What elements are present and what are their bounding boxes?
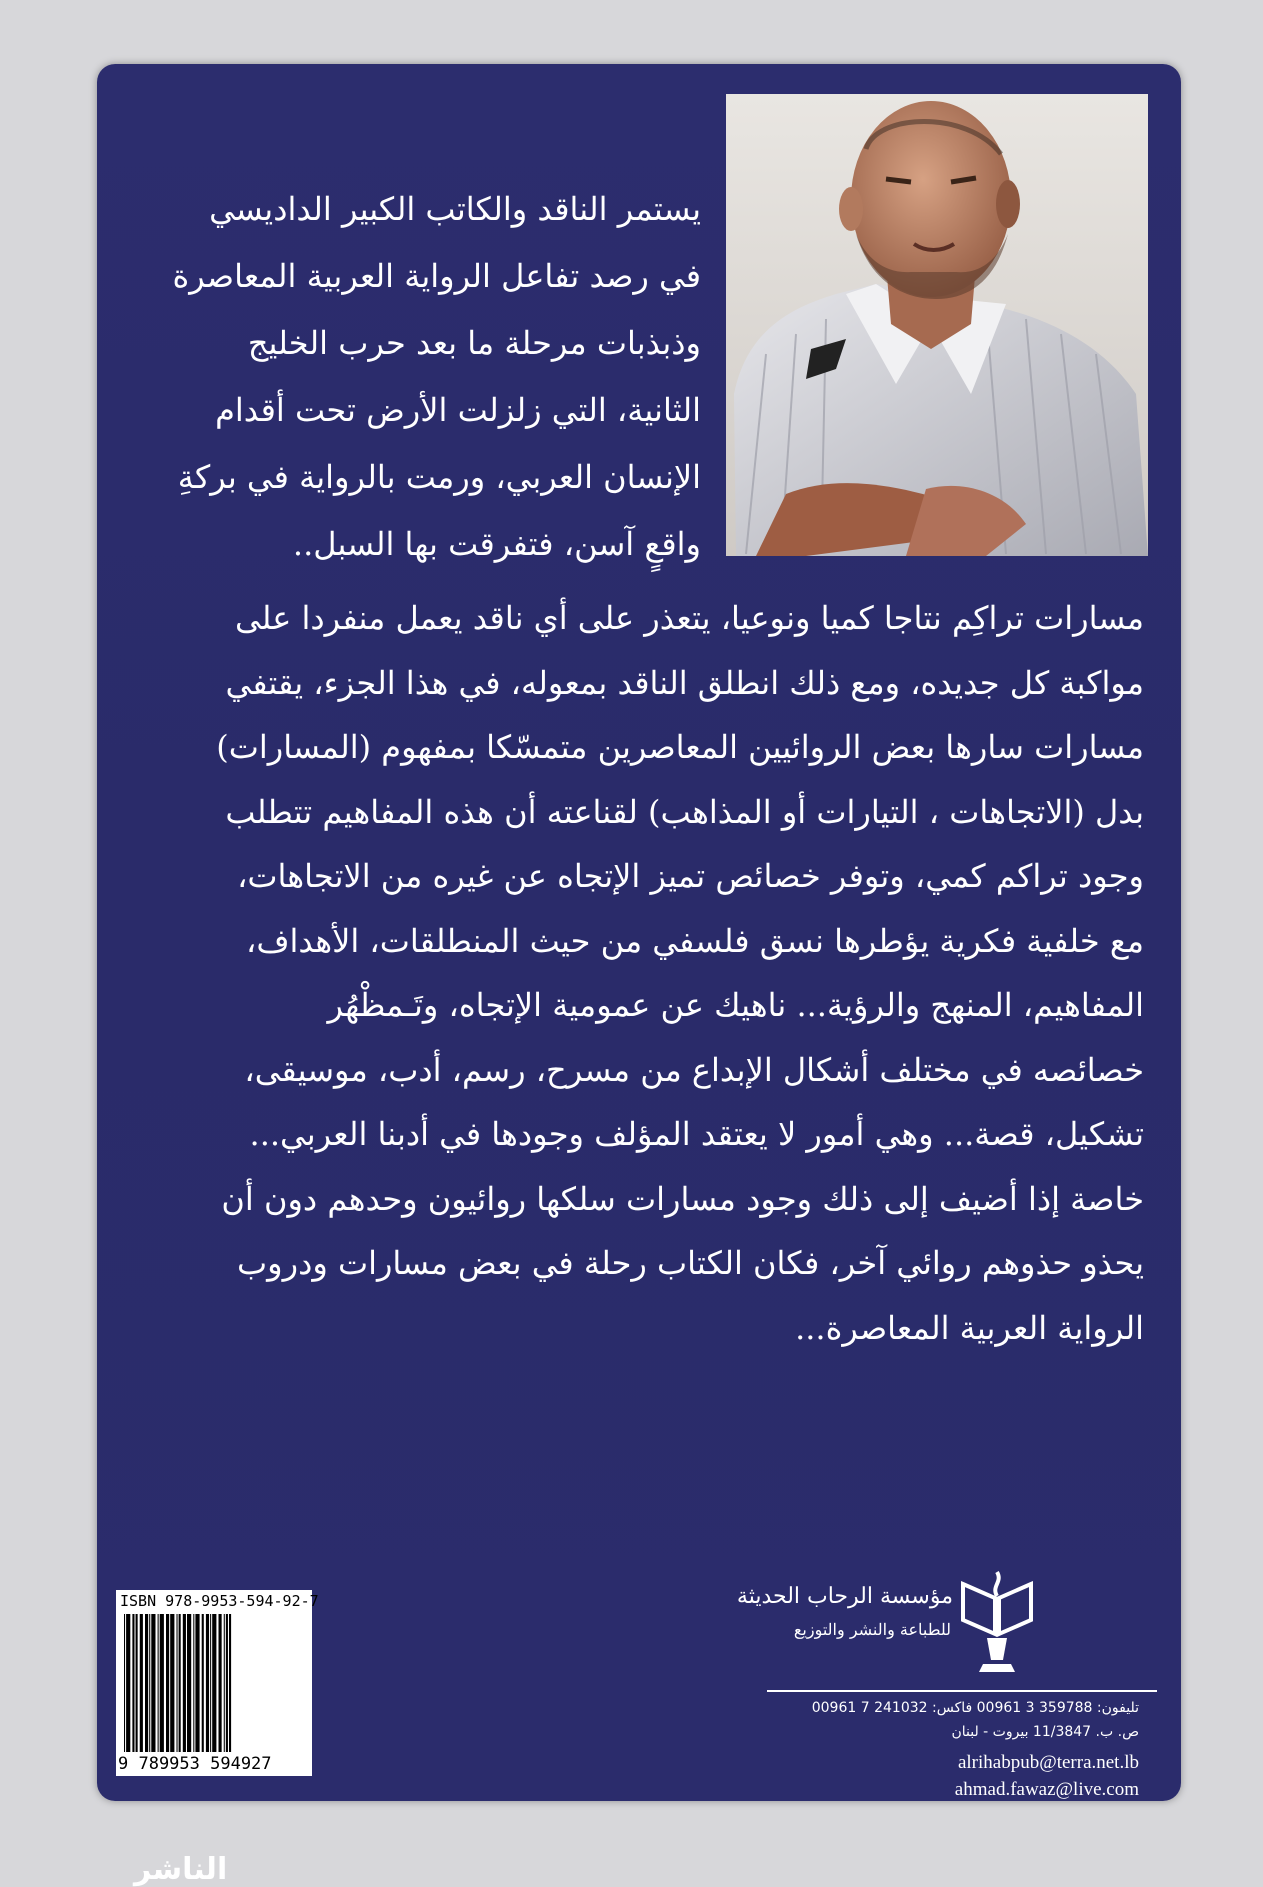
barcode-bar: [206, 1614, 209, 1752]
body-line: مواكبة كل جديده، ومع ذلك انطلق الناقد بمعوله، في هذا الجزء، يقتفي: [225, 663, 1144, 702]
barcode-bar: [183, 1614, 186, 1752]
barcode-digits: 9 789953 594927: [118, 1754, 272, 1774]
intro-line: الإنسان العربي، ورمت بالرواية في بركةِ: [177, 458, 701, 496]
barcode-bar: [124, 1614, 125, 1752]
barcode-bar: [202, 1614, 204, 1752]
publisher-name: مؤسسة الرحاب الحديثة: [736, 1584, 953, 1609]
body-line: خاصة إذا أضيف إلى ذلك وجود مسارات سلكها روائيون وحدهم دون أن: [221, 1179, 1144, 1218]
barcode-bar: [132, 1614, 134, 1752]
barcode-bar: [145, 1614, 148, 1752]
barcode-bar: [160, 1614, 164, 1752]
barcode-bars: [122, 1614, 306, 1752]
barcode-bar: [224, 1614, 225, 1752]
body-line: مسارات تراكِم نتاجا كميا ونوعيا، يتعذر على أي ناقد يعمل منفردا على: [235, 599, 1144, 637]
publisher-address: ص. ب. 11/3847 بيروت - لبنان: [951, 1724, 1139, 1740]
barcode-bar: [179, 1614, 181, 1752]
body-line: مع خلفية فكرية يؤطرها نسق فلسفي من حيث المنطلقات، الأهداف،: [246, 921, 1144, 960]
barcode-bar: [170, 1614, 174, 1752]
barcode: [116, 1590, 319, 1776]
intro-line: في رصد تفاعل الرواية العربية المعاصرة: [172, 257, 701, 295]
publisher-email[interactable]: ahmad.fawaz@live.com: [954, 1779, 1139, 1800]
barcode-bar: [229, 1614, 231, 1752]
barcode-bar: [126, 1614, 130, 1752]
barcode-bar: [136, 1614, 138, 1752]
body-line: مسارات سارها بعض الروائيين المعاصرين متمسّكا بمفهوم (المسارات): [216, 728, 1144, 766]
intro-line: الثانية، التي زلزلت الأرض تحت أقدام: [215, 391, 701, 429]
intro-line: واقعٍ آسن، فتفرقت بها السبل..: [292, 525, 701, 563]
body-line: المفاهيم، المنهج والرؤية... ناهيك عن عمومية الإتجاه، وتَـمظْهُر: [327, 986, 1144, 1024]
publisher-email[interactable]: alrihabpub@terra.net.lb: [957, 1752, 1139, 1773]
publisher-signature: الناشر: [134, 1852, 228, 1887]
publisher-tagline: للطباعة والنشر والتوزيع: [793, 1620, 951, 1639]
body-line: وجود تراكم كمي، وتوفر خصائص تميز الإتجاه عن غيره من الاتجاهات،: [237, 857, 1144, 895]
contact-divider: [767, 1690, 1157, 1692]
book-torch-icon: [957, 1564, 1037, 1674]
barcode-bar: [193, 1614, 194, 1752]
publisher-phone: تليفون: 359788 3 00961 فاكس: 241032 7 00961: [811, 1700, 1139, 1716]
publisher-logo: [736, 1564, 1037, 1674]
barcode-bar: [166, 1614, 169, 1752]
barcode-bar: [187, 1614, 191, 1752]
body-line: الرواية العربية المعاصرة...: [795, 1308, 1144, 1347]
barcode-bar: [210, 1614, 211, 1752]
isbn-label: ISBN 978-9953-594-92-7: [120, 1592, 319, 1610]
barcode-bar: [212, 1614, 216, 1752]
author-photo: [726, 94, 1148, 556]
body-line: تشكيل، قصة... وهي أمور لا يعتقد المؤلف وجودها في أدبنا العربي...: [249, 1115, 1144, 1153]
barcode-bar: [226, 1614, 228, 1752]
book-back-cover: [97, 64, 1181, 1887]
body-paragraph: [134, 586, 1144, 1360]
barcode-bar: [151, 1614, 155, 1752]
intro-paragraph: [172, 176, 701, 578]
barcode-bar: [195, 1614, 199, 1752]
barcode-bar: [219, 1614, 222, 1752]
intro-line: وذبذبات مرحلة ما بعد حرب الخليج: [247, 324, 701, 362]
barcode-bar: [140, 1614, 143, 1752]
barcode-bar: [177, 1614, 178, 1752]
barcode-bar: [149, 1614, 150, 1752]
barcode-bar: [158, 1614, 159, 1752]
body-line: خصائصه في مختلف أشكال الإبداع من مسرح، رسم، أدب، موسيقى،: [244, 1050, 1144, 1089]
intro-line: يستمر الناقد والكاتب الكبير الداديسي: [209, 190, 701, 228]
body-line: يحذو حذوهم روائي آخر، فكان الكتاب رحلة في بعض مسارات ودروب: [237, 1244, 1144, 1282]
body-line: بدل (الاتجاهات ، التيارات أو المذاهب) لقناعته أن هذه المفاهيم تتطلب: [225, 792, 1144, 831]
